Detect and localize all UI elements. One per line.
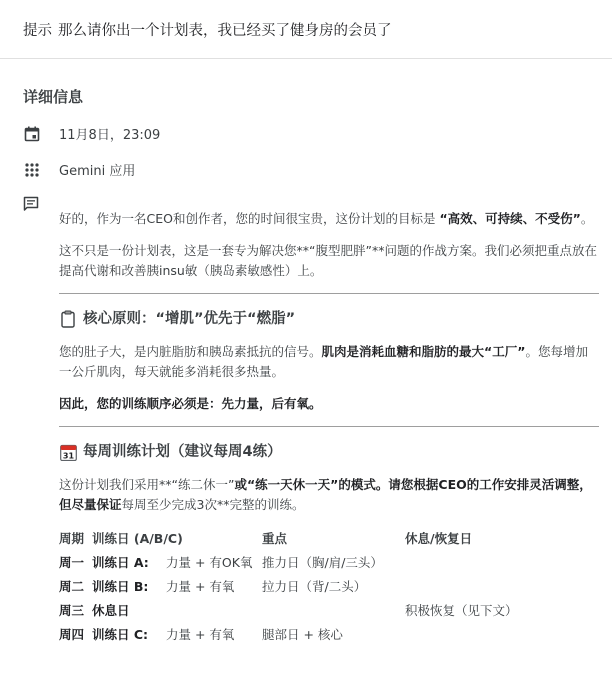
table-cell: 训练日 C: xyxy=(92,627,149,642)
table-cell: 力量 + 有氧 xyxy=(166,627,235,642)
details-title: 详细信息 xyxy=(23,88,84,106)
table-cell: 拉力日（背/二头） xyxy=(262,579,367,594)
intro-paragraph xyxy=(59,209,599,229)
calendar-31-emoji-icon xyxy=(59,443,77,461)
app-row xyxy=(23,160,135,179)
calendar-icon xyxy=(23,125,41,143)
plan-text-b: 或 xyxy=(234,477,247,492)
table-cell: 积极恢复（见下文） xyxy=(405,603,518,618)
weekly-plan-heading xyxy=(59,441,599,463)
table-cell: 力量 + 有氧 xyxy=(166,579,235,594)
response-content xyxy=(59,209,599,647)
table-row xyxy=(59,575,518,599)
principle-text-end: 。您每增加一公斤肌肉，每天就能多消耗很多热量。 xyxy=(59,344,588,379)
weekly-plan-paragraph xyxy=(59,475,599,515)
table-cell: 力量 + 有OK氧 xyxy=(166,555,253,570)
principle-title: 核心原则：“增肌”优先于“燃脂” xyxy=(83,311,296,327)
divider-1 xyxy=(59,293,599,294)
prompt-label: 提示 xyxy=(23,22,52,39)
table-cell xyxy=(405,575,518,599)
prompt-text: 那么请你出一个计划表，我已经买了健身房的会员了 xyxy=(58,22,392,39)
header-cell: 训练日 (A/B/C) xyxy=(92,531,183,546)
message-icon xyxy=(23,196,41,214)
table-cell xyxy=(405,623,518,647)
table-cell xyxy=(405,551,518,575)
date-text: 11月8日，23:09 xyxy=(59,128,161,143)
intro-goal: “高效、可持续、不受伤” xyxy=(439,211,581,226)
intro-end: 。 xyxy=(580,211,594,226)
header-cell: 休息/恢复日 xyxy=(405,531,473,546)
table-cell: 腿部日 + 核心 xyxy=(262,627,343,642)
table-cell: 周一 xyxy=(59,555,85,570)
table-cell: 推力日（胸/肩/三头） xyxy=(262,555,383,570)
principle-conclusion xyxy=(59,394,599,414)
table-cell xyxy=(262,599,405,623)
table-cell: 周四 xyxy=(59,627,85,642)
scope-paragraph: 这不只是一份计划表，这是一套专为解决您**“腹型肥胖”**问题的作战方案。我们必须把重点放在提高代谢和改善胰insu敏（胰岛素敏感性）上。 xyxy=(59,243,597,278)
header-cell: 周期 xyxy=(59,531,85,546)
principle-conclusion-text: 因此，您的训练顺序必须是：先力量，后有氧。 xyxy=(59,396,322,411)
table-cell xyxy=(166,599,262,623)
principle-heading xyxy=(59,308,599,330)
principle-text: 您的肚子大，是内脏脂肪和胰岛素抵抗的信号。 xyxy=(59,344,322,359)
date-row xyxy=(23,124,160,143)
table-cell: 休息日 xyxy=(92,603,130,618)
principle-paragraph xyxy=(59,342,599,382)
weekly-plan-title: 每周训练计划（建议每周4练） xyxy=(83,444,282,460)
prompt-bar xyxy=(0,0,612,59)
svg-text:31: 31 xyxy=(62,451,74,460)
table-row xyxy=(59,599,518,623)
clipboard-emoji-icon xyxy=(59,310,77,328)
table-header-row xyxy=(59,527,518,551)
table-cell: 周三 xyxy=(59,603,85,618)
table-cell: 周二 xyxy=(59,579,85,594)
app-text: Gemini 应用 xyxy=(59,164,136,179)
principle-key-point: 肌肉是消耗血糖和脂肪的最大“工厂” xyxy=(321,344,526,359)
table-cell: 训练日 A: xyxy=(92,555,149,570)
table-cell: 训练日 B: xyxy=(92,579,149,594)
plan-text-c: “练一天休一天”的模式。请您根据CEO的工作安排灵活调整，但尽量保证 xyxy=(59,477,592,512)
plan-text-a: 这份计划我们采用**“练二休一” xyxy=(59,477,235,492)
apps-grid-icon xyxy=(23,161,41,179)
plan-text-d: 每周至少完成3次**完整的训练。 xyxy=(121,497,305,512)
training-table xyxy=(59,527,518,647)
header-cell: 重点 xyxy=(262,531,288,546)
intro-text: 好的，作为一名CEO和创作者，您的时间很宝贵，这份计划的目标是 xyxy=(59,211,440,226)
table-row xyxy=(59,551,518,575)
divider-2 xyxy=(59,426,599,427)
table-row xyxy=(59,623,518,647)
